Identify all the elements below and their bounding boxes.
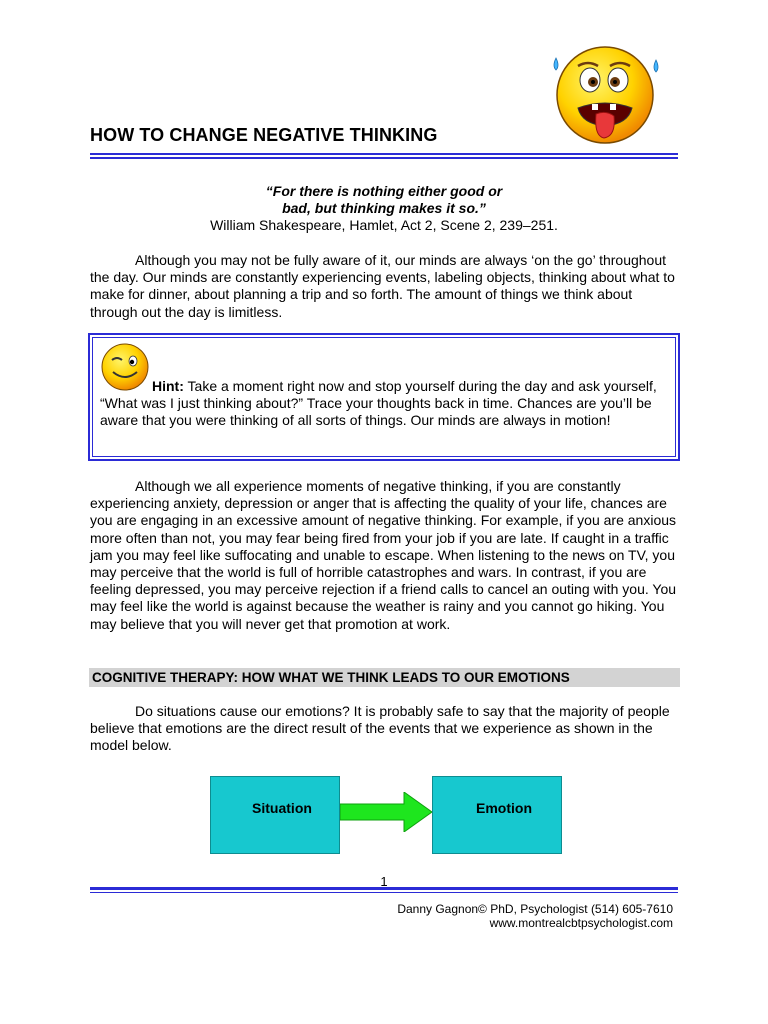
emotion-label: Emotion (476, 800, 532, 816)
arrow-icon (340, 792, 434, 832)
quote-block (90, 183, 678, 234)
title-divider (90, 153, 678, 159)
hint-body: Take a moment right now and stop yourself during the day and ask yourself, “What was I just thinking about?” Trace your thoughts back in time. Chances are you’ll be aware that you were thinking of all sorts of things. Our minds are always in motion! (100, 378, 657, 429)
quote-line-2: bad, but thinking makes it so.” (282, 200, 486, 216)
footer-website: www.montrealcbtpsychologist.com (489, 916, 673, 930)
page-number: 1 (380, 874, 388, 889)
dizzy-face-icon (548, 40, 668, 150)
footer-contact: Danny Gagnon© PhD, Psychologist (514) 605-7610 (397, 902, 673, 916)
footer-divider (90, 887, 678, 893)
section-heading: COGNITIVE THERAPY: HOW WHAT WE THINK LEADS TO OUR EMOTIONS (92, 670, 570, 685)
situation-label: Situation (252, 800, 312, 816)
situations-paragraph: Do situations cause our emotions? It is probably safe to say that the majority of people believe that emotions are the direct result of the events that we experience as shown in the model below. (90, 703, 670, 754)
quote-citation: William Shakespeare, Hamlet, Act 2, Scene 2, 239–251. (210, 217, 558, 233)
hint-text (100, 378, 665, 430)
intro-paragraph: Although you may not be fully aware of it, our minds are always ‘on the go’ throughout the day. Our minds are constantly experiencing events, labeling objects, thinking about what to make for dinner, about planning a trip and so forth. The amount of things we think about through out the day is limitless. (90, 252, 675, 320)
quote-line-1: “For there is nothing either good or (265, 183, 503, 199)
hint-label: Hint: (152, 378, 184, 394)
negative-thinking-paragraph: Although we all experience moments of negative thinking, if you are constantly experiencing anxiety, depression or anger that is affecting the quality of your life, chances are you are engaging in an excessive amount of negative thinking. For example, if you are anxious more often than not, you may fear being fired from your job if you are late. If caught in a traffic jam you may feel like suffocating and unable to escape. When listening to the news on TV, you may perceive that the world is full of horrible catastrophes and wars. In contrast, if you are feeling depressed, you may perceive rejection if a friend calls to cancel an outing with you. You may feel like the world is against because the weather is rainy and you cannot go hiking. You may believe that you will never get that promotion at work. (90, 478, 677, 632)
page-title: HOW TO CHANGE NEGATIVE THINKING (90, 125, 438, 145)
